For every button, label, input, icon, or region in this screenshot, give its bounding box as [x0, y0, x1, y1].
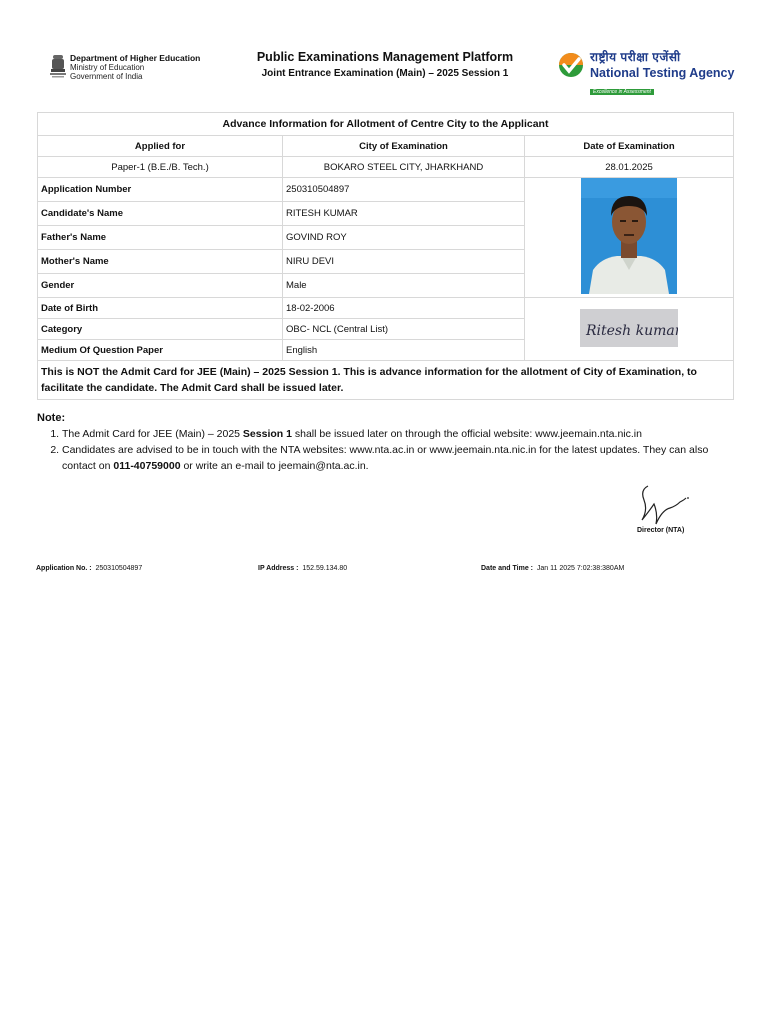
gender-label: Gender — [38, 274, 283, 298]
director-signature — [636, 480, 696, 528]
application-number-value: 250310504897 — [283, 178, 525, 202]
ministry-name: Ministry of Education — [70, 63, 145, 72]
dob-label: Date of Birth — [38, 298, 283, 319]
nta-brand — [590, 48, 734, 98]
table-caption: Advance Information for Allotment of Centre City to the Applicant — [38, 113, 734, 136]
applied-for-value: Paper-1 (B.E./B. Tech.) — [38, 157, 283, 178]
category-label: Category — [38, 319, 283, 340]
department-block — [70, 54, 200, 81]
candidate-signature-cell — [525, 298, 734, 361]
page-title: Public Examinations Management Platform — [256, 50, 514, 64]
footer-dt-value: Jan 11 2025 7:02:38:380AM — [536, 565, 625, 572]
notes-list — [37, 426, 737, 474]
note-2-text: Candidates are advised to be in touch with the NTA websites: www.nta.ac.in or www.jeemain.nta.nic.in for the latest updates. They can also contact on — [62, 444, 709, 472]
candidate-name-value: RITESH KUMAR — [283, 202, 525, 226]
nta-logo-icon — [556, 50, 586, 80]
medium-label: Medium Of Question Paper — [38, 340, 283, 361]
document-header — [0, 0, 768, 112]
nta-name: National Testing Agency — [590, 66, 735, 80]
note-item-2 — [62, 442, 737, 474]
not-admit-card-notice: This is NOT the Admit Card for JEE (Main) – 2025 Session 1. This is advance information for the allotment of City of Examination, to facilitate the candidate. The Admit Card shall be issued later. — [38, 361, 734, 400]
footer-app-label: Application No. : — [36, 565, 92, 572]
city-value: BOKARO STEEL CITY, JHARKHAND — [283, 157, 525, 178]
candidate-signature — [580, 309, 678, 347]
father-name-label: Father's Name — [38, 226, 283, 250]
signature-text: Ritesh kumar — [586, 322, 678, 339]
department-name: Department of Higher Education — [70, 53, 201, 63]
footer-dt-label: Date and Time : — [481, 565, 533, 572]
footer-ip-value: 152.59.134.80 — [302, 565, 348, 572]
note-title: Note: — [37, 412, 66, 424]
note-2-text-end: or write an e-mail to jeemain@nta.ac.in. — [180, 460, 369, 472]
nta-tagline: Excellence in Assessment — [590, 89, 654, 95]
national-emblem-icon — [49, 53, 67, 81]
header-date-of-examination: Date of Examination — [525, 136, 734, 157]
candidate-name-label: Candidate's Name — [38, 202, 283, 226]
candidate-photo — [581, 178, 677, 294]
note-2-phone: 011-40759000 — [113, 460, 181, 472]
mother-name-label: Mother's Name — [38, 250, 283, 274]
father-name-value: GOVIND ROY — [283, 226, 525, 250]
page-subtitle: Joint Entrance Examination (Main) – 2025 Session 1 — [261, 68, 509, 79]
mother-name-value: NIRU DEVI — [283, 250, 525, 274]
title-block — [230, 50, 540, 79]
footer-ip-label: IP Address : — [258, 565, 299, 572]
notes-section — [37, 410, 737, 474]
dob-value: 18-02-2006 — [283, 298, 525, 319]
note-1-bold: Session 1 — [242, 428, 292, 440]
allotment-info-table — [37, 112, 734, 400]
nta-hindi-name: राष्ट्रीय परीक्षा एजेंसी — [590, 50, 681, 64]
gender-value: Male — [283, 274, 525, 298]
header-city-of-examination: City of Examination — [283, 136, 525, 157]
footer-ip-address — [258, 565, 347, 572]
medium-value: English — [283, 340, 525, 361]
candidate-photo-cell — [525, 178, 734, 298]
note-1-text: The Admit Card for JEE (Main) – 2025 — [62, 428, 243, 440]
footer-date-time — [481, 565, 624, 572]
government-name: Government of India — [70, 72, 143, 81]
application-number-label: Application Number — [38, 178, 283, 202]
note-item-1 — [62, 426, 737, 442]
director-label: Director (NTA) — [637, 527, 685, 534]
footer-app-value: 250310504897 — [95, 565, 143, 572]
header-applied-for: Applied for — [38, 136, 283, 157]
category-value: OBC- NCL (Central List) — [283, 319, 525, 340]
exam-date-value: 28.01.2025 — [525, 157, 734, 178]
footer-application-number — [36, 565, 142, 572]
note-1-text-end: shall be issued later on through the official website: www.jeemain.nta.nic.in — [291, 428, 642, 440]
